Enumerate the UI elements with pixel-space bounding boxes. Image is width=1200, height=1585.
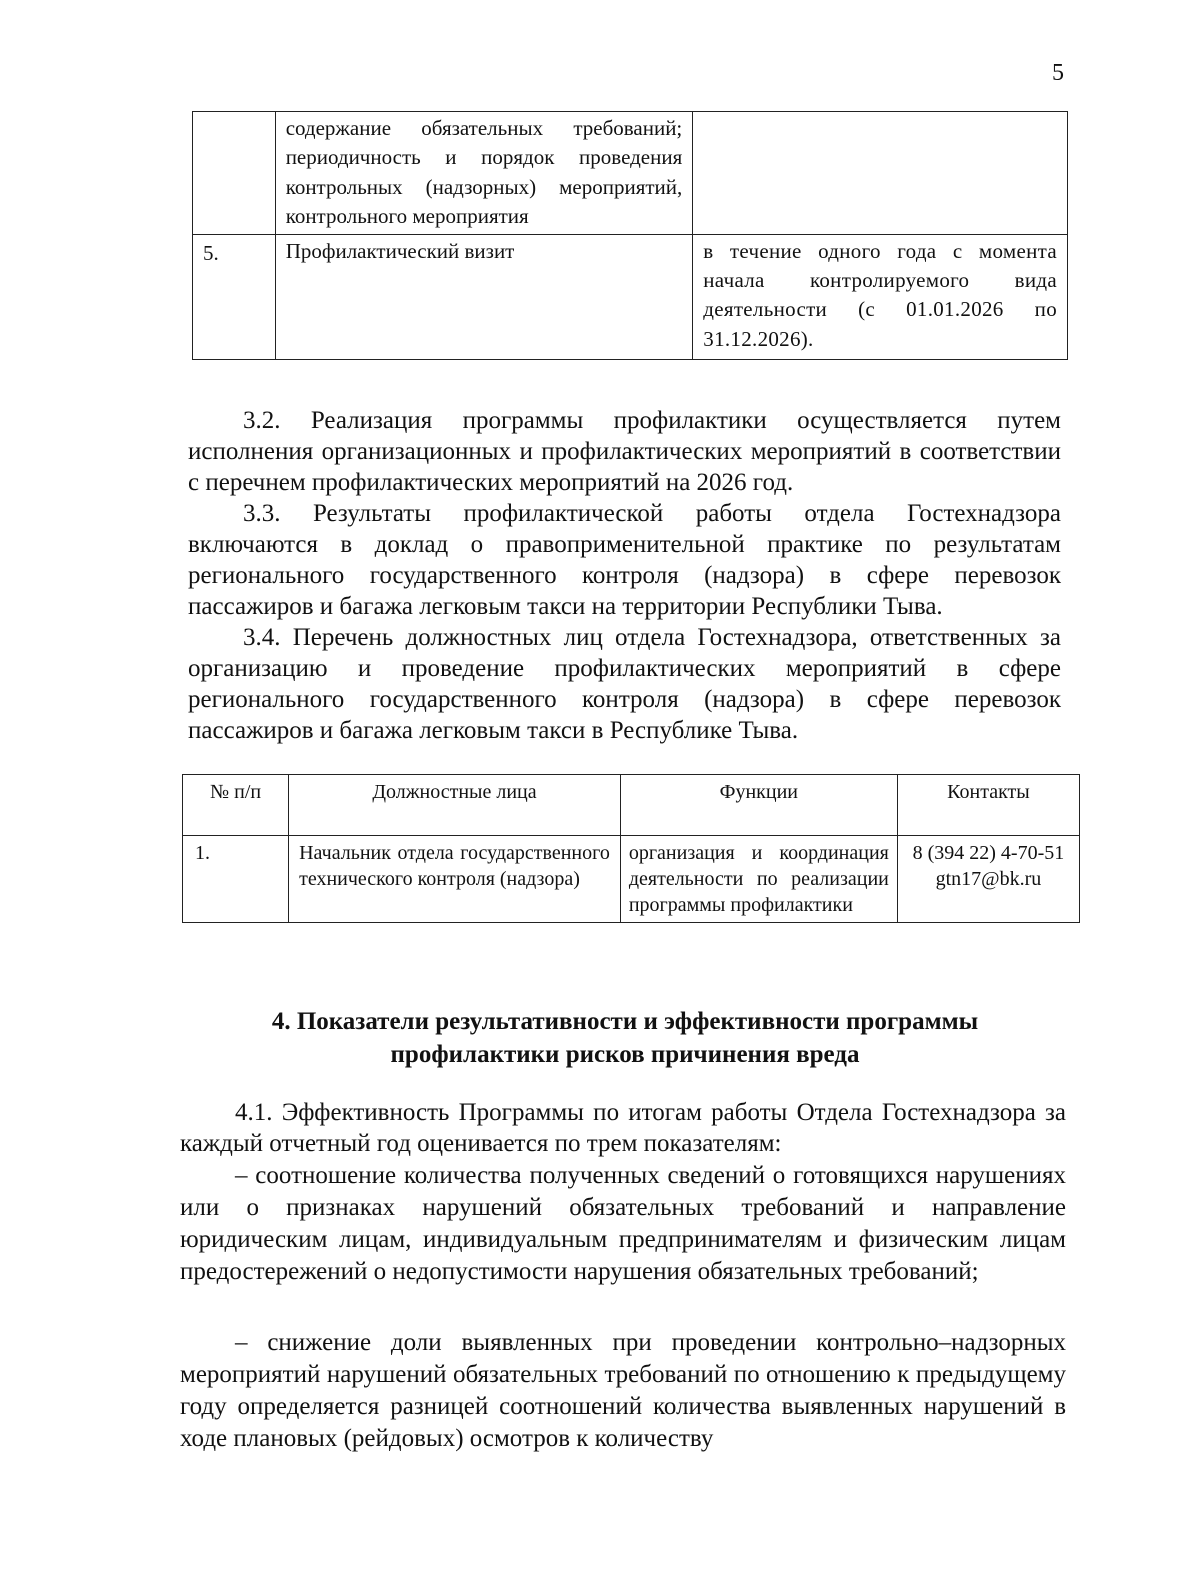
paragraph-3-3: 3.3. Результаты профилактической работы отдела Гостехнадзора включаются в доклад о правоприменительной практике по результатам регионального государственного контроля (надзора) в сфере перевозок пассажиров и багажа легковым такси на территории Республики Тыва. (188, 500, 1061, 620)
paragraph-3-2: 3.2. Реализация программы профилактики осуществляется путем исполнения организационных и профилактических мероприятий в соответствии с перечнем профилактических мероприятий на 2026 год. (188, 407, 1061, 496)
table-row (193, 234, 1068, 359)
header-cell-number: № п/п (183, 775, 289, 836)
measure-name-cell: Профилактический визит (275, 234, 693, 359)
deadline-cell (693, 112, 1068, 235)
header-cell-contacts: Контакты (897, 775, 1079, 836)
row-number-cell: 1. (183, 836, 289, 923)
deadline-cell: в течение одного года с момента начала контролируемого вида деятельности (с 01.01.2026 по 31.12.2026). (693, 234, 1068, 359)
official-cell: Начальник отдела государственного технического контроля (надзора) (289, 836, 621, 923)
table-row (183, 836, 1080, 923)
header-cell-officials: Должностные лица (289, 775, 621, 836)
contact-phone: 8 (394 22) 4-70-51 (912, 842, 1065, 864)
measure-name-cell: содержание обязательных требований; периодичность и порядок проведения контрольных (надзорных) мероприятий, контрольного мероприятия (275, 112, 693, 235)
row-number-cell: 5. (193, 234, 276, 359)
indicator-item-1: – соотношение количества полученных сведений о готовящихся нарушениях или о признаках нарушений обязательных требований и направление юридическим лицам, индивидуальным предпринимателям и физическим лицам предостережений о недопустимости нарушения обязательных требований; (180, 1162, 1066, 1285)
section-4-title-line1: 4. Показатели результативности и эффективности программы (271, 1008, 979, 1035)
indicator-item-2: – снижение доли выявленных при проведении контрольно–надзорных мероприятий нарушений обязательных требований по отношению к предыдущему году определяется разницей соотношений количества выявленных нарушений в ходе плановых (рейдовых) осмотров к количеству (180, 1329, 1066, 1452)
header-cell-functions: Функции (620, 775, 897, 836)
functions-cell: организация и координация деятельности по реализации программы профилактики (620, 836, 897, 923)
page-number: 5 (1052, 60, 1064, 86)
measures-table-continuation (192, 111, 1068, 360)
row-number-cell (193, 112, 276, 235)
officials-table (182, 774, 1080, 923)
table-row (193, 112, 1068, 235)
contact-email: gtn17@bk.ru (935, 868, 1042, 890)
section-4-title-line2: профилактики рисков причинения вреда (390, 1041, 860, 1068)
contacts-cell (897, 836, 1079, 923)
paragraph-3-4: 3.4. Перечень должностных лиц отдела Гостехнадзора, ответственных за организацию и проведение профилактических мероприятий в сфере регионального государственного контроля (надзора) в сфере перевозок пассажиров и багажа легковым такси в Республике Тыва. (188, 624, 1061, 744)
table-header-row (183, 775, 1080, 836)
section-4-heading (180, 1005, 1070, 1071)
paragraph-4-1: 4.1. Эффективность Программы по итогам работы Отдела Гостехнадзора за каждый отчетный год оценивается по трем показателям: (180, 1099, 1066, 1157)
